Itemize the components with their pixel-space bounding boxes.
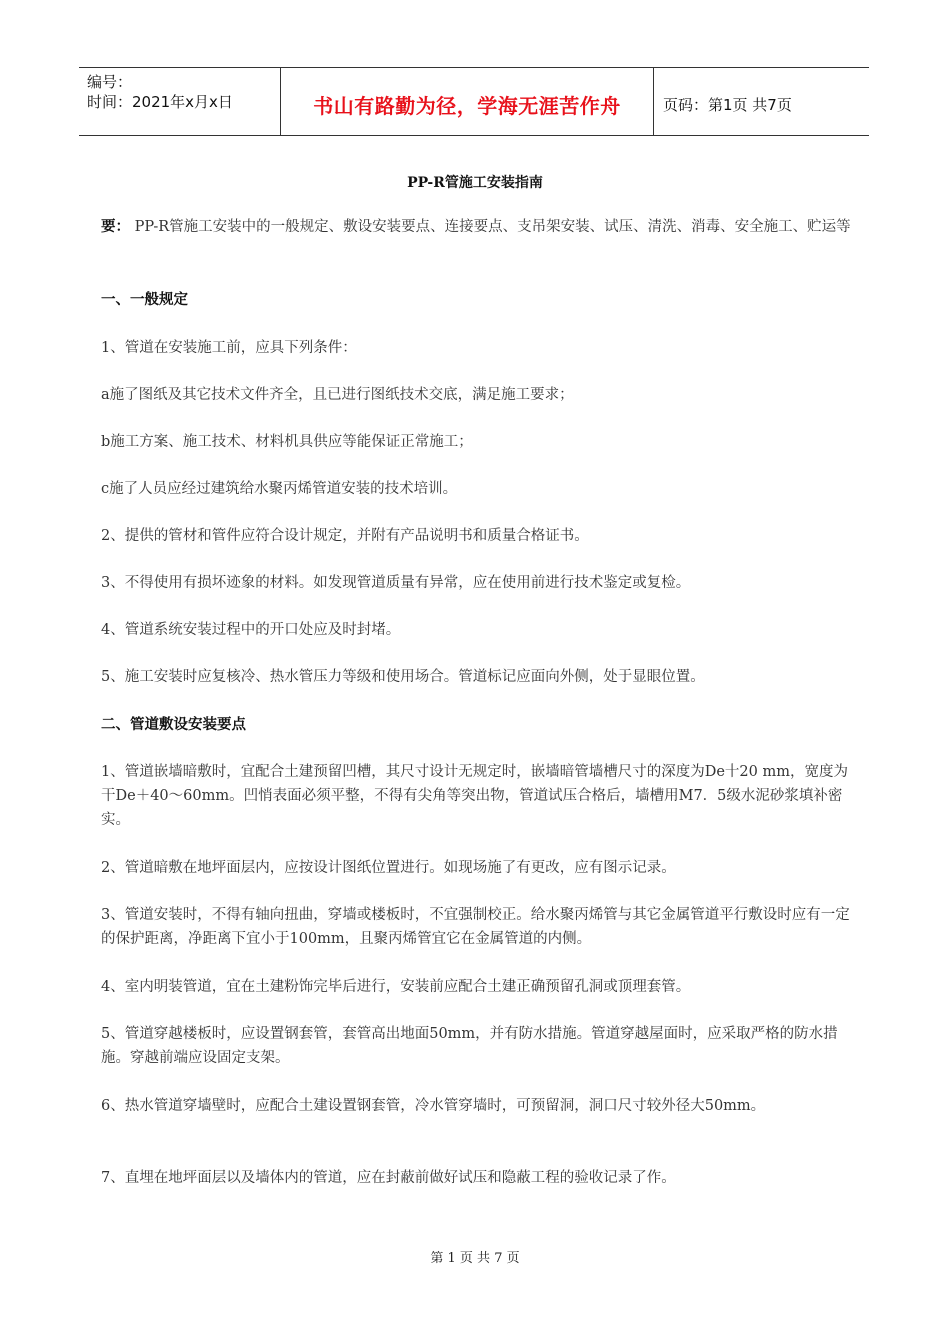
- paragraph: 3、不得使用有损坏迹象的材料。如发现管道质量有异常，应在使用前进行技术鉴定或复检。: [101, 575, 691, 591]
- header-page-info: 页码：第1页 共7页: [663, 96, 792, 114]
- paragraph: 4、室内明装管道，宜在土建粉饰完毕后进行，安装前应配合土建正确预留孔洞或顶理套管。: [101, 979, 691, 995]
- paragraph: 5、管道穿越楼板时，应设置钢套管，套管高出地面50mm，并有防水措施。管道穿越屋面时，应采取严格的防水措施。穿越前端应设固定支架。: [101, 1026, 838, 1066]
- paragraph: c施了人员应经过建筑给水聚丙烯管道安装的技术培训。: [101, 481, 458, 497]
- paragraph: 1、管道嵌墙暗敷时，宜配合土建预留凹槽，其尺寸设计无规定时，嵌墙暗管墙槽尺寸的深度为De十20 mm，宽度为干De＋40～60mm。凹悄表面必须平整，不得有尖角等突出物，管道试压合格后，墙槽用M7．5级水泥砂浆填补密实。: [101, 764, 848, 828]
- document-header: [79, 67, 869, 136]
- time-label: 时间：2021年x月x日: [87, 93, 233, 111]
- header-motto-cell: [281, 68, 654, 135]
- header-motto: 书山有路勤为径，学海无涯苦作舟: [313, 94, 621, 118]
- header-meta-cell: [79, 68, 281, 135]
- number-label: 编号：: [87, 73, 133, 91]
- paragraph: 7、直埋在地坪面层以及墙体内的管道，应在封蔽前做好试压和隐蔽工程的验收记录了作。: [101, 1170, 676, 1186]
- paragraph: a施了图纸及其它技术文件齐全，且已进行图纸技术交底，满足施工要求；: [101, 387, 574, 403]
- paragraph: 6、热水管道穿墙壁时，应配合土建设置钢套管，冷水管穿墙时，可预留洞，洞口尺寸较外径大50mm。: [101, 1098, 766, 1114]
- summary-label: 要：: [101, 218, 130, 235]
- paragraph: 5、施工安装时应复核冷、热水管压力等级和使用场合。管道标记应面向外侧，处于显眼位置。: [101, 669, 705, 685]
- header-page-cell: [654, 68, 869, 135]
- document-title: PP-R管施工安装指南: [407, 175, 543, 191]
- paragraph: 4、管道系统安装过程中的开口处应及时封堵。: [101, 622, 401, 638]
- section-heading-general: 一、一般规定: [101, 291, 188, 308]
- paragraph: 2、提供的管材和管件应符合设计规定，并附有产品说明书和质量合格证书。: [101, 528, 589, 544]
- summary-paragraph: [101, 215, 851, 239]
- page-footer: 第 1 页 共 7 页: [430, 1251, 520, 1266]
- section-heading-laying: 二、管道敷设安装要点: [101, 716, 246, 733]
- summary-text: PP-R管施工安装中的一般规定、敷设安装要点、连接要点、支吊架安装、试压、清洗、消毒、安全施工、贮运等: [130, 219, 851, 235]
- paragraph: 1、管道在安装施工前，应具下列条件：: [101, 340, 357, 356]
- paragraph: 2、管道暗敷在地坪面层内，应按设计图纸位置进行。如现场施了有更改，应有图示记录。: [101, 860, 676, 876]
- paragraph: 3、管道安装时，不得有轴向扭曲，穿墙或楼板时，不宜强制校正。给水聚丙烯管与其它金属管道平行敷设时应有一定的保护距离，净距离下宜小于100mm，且聚丙烯管宜它在金属管道的内侧。: [101, 907, 850, 947]
- paragraph: b施工方案、施工技术、材料机具供应等能保证正常施工；: [101, 434, 473, 450]
